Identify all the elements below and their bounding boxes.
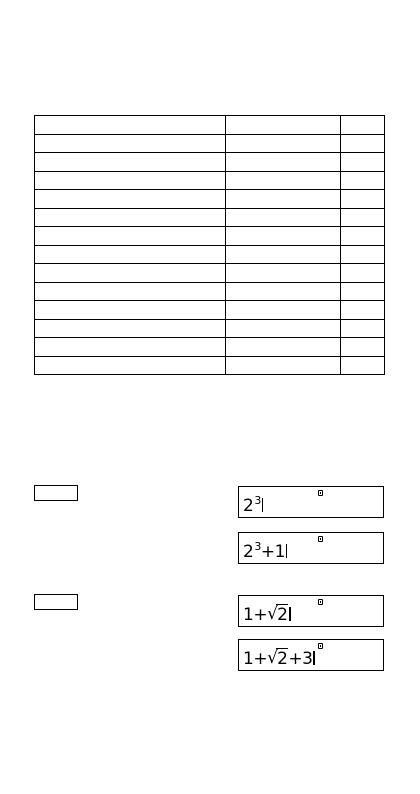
lcd-display-3: [238, 595, 384, 627]
expr-base: 2: [243, 542, 254, 562]
expr-tail: +3: [288, 649, 313, 669]
table-cell: [35, 338, 226, 357]
math-indicator-icon: [318, 599, 323, 605]
table-cell: [35, 264, 226, 283]
lcd-expression: [243, 491, 263, 516]
table-cell: [341, 153, 385, 172]
table-cell: [35, 116, 226, 135]
expr-tail: +1: [260, 542, 285, 562]
table-row: [35, 171, 385, 190]
table-row: [35, 208, 385, 227]
table-cell: [226, 190, 341, 209]
table-cell: [341, 264, 385, 283]
table-cell: [341, 301, 385, 320]
table-row: [35, 153, 385, 172]
table-cell: [226, 116, 341, 135]
function-table: [34, 115, 385, 375]
table-cell: [226, 264, 341, 283]
table-cell: [341, 338, 385, 357]
table-cell: [35, 134, 226, 153]
key-box-example-1: [34, 485, 78, 501]
table-cell: [35, 208, 226, 227]
table-cell: [341, 319, 385, 338]
expr-prefix: 1+: [243, 649, 268, 669]
table-cell: [35, 245, 226, 264]
table-cell: [226, 282, 341, 301]
expr-exponent: 3: [254, 540, 261, 553]
cursor-icon: [286, 544, 288, 558]
table-row: [35, 227, 385, 246]
cursor-icon: [313, 651, 315, 665]
table-row: [35, 190, 385, 209]
table-cell: [35, 282, 226, 301]
table-cell: [226, 356, 341, 375]
expr-base: 2: [243, 496, 254, 516]
table-cell: [35, 190, 226, 209]
table-cell: [341, 356, 385, 375]
table-cell: [226, 134, 341, 153]
square-root-icon: [268, 605, 288, 625]
lcd-expression: [243, 605, 291, 625]
table-cell: [226, 301, 341, 320]
radicand: 2: [277, 605, 288, 625]
key-box-example-2: [34, 594, 78, 610]
table-cell: [226, 245, 341, 264]
table-cell: [341, 282, 385, 301]
math-indicator-icon: [318, 536, 323, 542]
table-cell: [35, 227, 226, 246]
table-cell: [341, 245, 385, 264]
expr-prefix: 1+: [243, 605, 268, 625]
table-row: [35, 356, 385, 375]
table-cell: [226, 153, 341, 172]
table-cell: [341, 227, 385, 246]
table-row: [35, 282, 385, 301]
table-row: [35, 116, 385, 135]
cursor-icon: [262, 498, 264, 512]
lcd-display-1: [238, 486, 384, 518]
math-indicator-icon: [318, 643, 323, 649]
expr-exponent: 3: [254, 494, 261, 507]
table-row: [35, 264, 385, 283]
radicand: 2: [277, 649, 288, 669]
table-cell: [341, 171, 385, 190]
table-row: [35, 319, 385, 338]
table-cell: [226, 319, 341, 338]
table-row: [35, 301, 385, 320]
lcd-expression: [243, 649, 315, 669]
table-row: [35, 134, 385, 153]
table-row: [35, 245, 385, 264]
table-cell: [341, 208, 385, 227]
table-cell: [341, 134, 385, 153]
lcd-expression: [243, 537, 287, 562]
table-cell: [226, 171, 341, 190]
table-row: [35, 338, 385, 357]
table-cell: [35, 153, 226, 172]
table-cell: [341, 116, 385, 135]
table-cell: [341, 190, 385, 209]
table-cell: [35, 171, 226, 190]
cursor-icon: [289, 607, 291, 621]
lcd-display-4: [238, 639, 384, 671]
table-cell: [35, 301, 226, 320]
function-table-body: [35, 116, 385, 375]
table-cell: [35, 319, 226, 338]
lcd-display-2: [238, 532, 384, 564]
table-cell: [35, 356, 226, 375]
table-cell: [226, 208, 341, 227]
math-indicator-icon: [318, 490, 323, 496]
square-root-icon: [268, 649, 288, 669]
table-cell: [226, 338, 341, 357]
table-cell: [226, 227, 341, 246]
